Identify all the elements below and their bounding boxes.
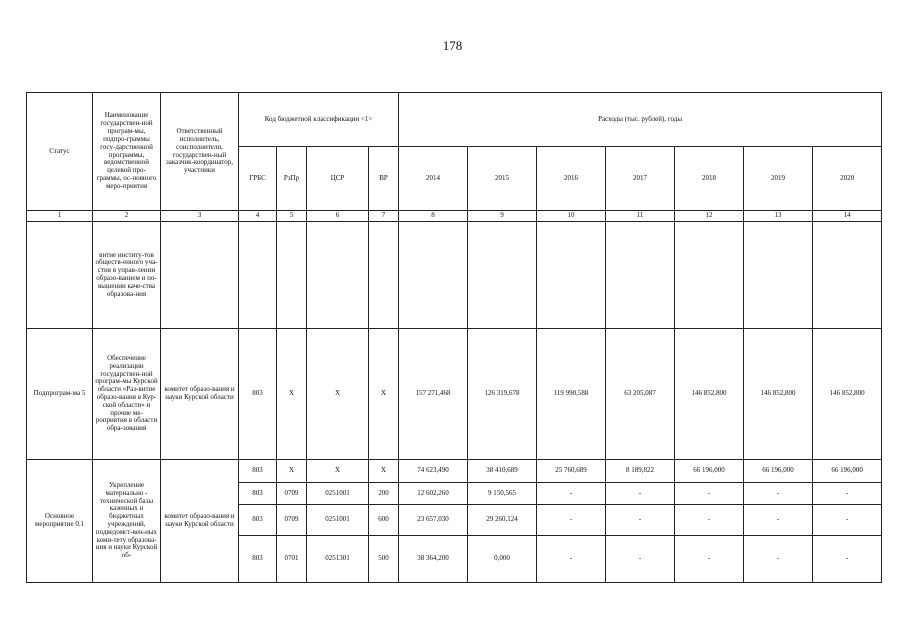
header-expenses: Расходы (тыс. рублей), годы: [399, 93, 882, 147]
budget-table: [26, 92, 882, 583]
empty-cell: [606, 222, 675, 329]
expense-value: 63 205,087: [606, 329, 675, 460]
header-year: 2016: [537, 147, 606, 211]
column-index: 7: [369, 211, 399, 222]
expense-value: 38 364,200: [399, 536, 468, 583]
column-index: 4: [239, 211, 277, 222]
column-index: 12: [675, 211, 744, 222]
header-year: 2018: [675, 147, 744, 211]
measure-grbs: 803: [239, 483, 277, 505]
measure-01-row-1: [27, 460, 882, 483]
header-vr: ВР: [369, 147, 399, 211]
expense-value: -: [537, 483, 606, 505]
header-budget-code: Код бюджетной классификации <1>: [239, 93, 399, 147]
expense-value: -: [744, 483, 813, 505]
column-index: 3: [161, 211, 239, 222]
expense-value: -: [606, 505, 675, 536]
expense-value: 0,000: [468, 536, 537, 583]
empty-cell: [813, 222, 882, 329]
subprogram-5-grbs: 803: [239, 329, 277, 460]
header-year: 2017: [606, 147, 675, 211]
expense-value: -: [537, 536, 606, 583]
subprogram-5-rzpr: Х: [277, 329, 307, 460]
measure-rzpr: Х: [277, 460, 307, 483]
column-index: 2: [93, 211, 161, 222]
expense-value: 29 260,124: [468, 505, 537, 536]
header-name: Наименование государствен-ной програм-мы, подпро-граммы госу-дарственной программы, ведомственной целевой про-граммы, ос-новного меро-приятия: [93, 93, 161, 211]
measure-csr: Х: [307, 460, 369, 483]
header-csr: ЦСР: [307, 147, 369, 211]
empty-cell: [277, 222, 307, 329]
expense-value: 146 852,800: [675, 329, 744, 460]
expense-value: 9 150,565: [468, 483, 537, 505]
header-year: 2014: [399, 147, 468, 211]
expense-value: 66 196,000: [675, 460, 744, 483]
expense-value: -: [813, 536, 882, 583]
measure-01-name: Укрепление материально - технической базы казенных и бюджетных учреждений, подведомст-вен-ных коми-тету образова-ния и науки Курской об-: [93, 460, 161, 583]
expense-value: -: [813, 483, 882, 505]
subprogram-5-vr: Х: [369, 329, 399, 460]
expense-value: -: [675, 505, 744, 536]
empty-cell: [537, 222, 606, 329]
column-index-row: [27, 211, 882, 222]
measure-vr: 200: [369, 483, 399, 505]
expense-value: 66 196,000: [813, 460, 882, 483]
expense-value: 126 319,678: [468, 329, 537, 460]
expense-value: -: [744, 505, 813, 536]
expense-value: 8 189,822: [606, 460, 675, 483]
header-year: 2019: [744, 147, 813, 211]
expense-value: 119 990,588: [537, 329, 606, 460]
expense-value: 146 852,800: [744, 329, 813, 460]
header-status: Статус: [27, 93, 93, 211]
measure-vr: 600: [369, 505, 399, 536]
expense-value: 157 271,468: [399, 329, 468, 460]
header-year: 2015: [468, 147, 537, 211]
expense-value: 23 657,030: [399, 505, 468, 536]
subprogram-5-csr: Х: [307, 329, 369, 460]
empty-cell: [468, 222, 537, 329]
expense-value: 12 602,260: [399, 483, 468, 505]
column-index: 6: [307, 211, 369, 222]
measure-vr: Х: [369, 460, 399, 483]
column-index: 5: [277, 211, 307, 222]
expense-value: 66 196,000: [744, 460, 813, 483]
column-index: 9: [468, 211, 537, 222]
measure-csr: 0251001: [307, 483, 369, 505]
measure-rzpr: 0701: [277, 536, 307, 583]
expense-value: 146 852,800: [813, 329, 882, 460]
empty-cell: [399, 222, 468, 329]
header-year: 2020: [813, 147, 882, 211]
column-index: 13: [744, 211, 813, 222]
expense-value: 25 760,689: [537, 460, 606, 483]
header-row-top: [27, 93, 882, 147]
column-index: 1: [27, 211, 93, 222]
subprogram-5-responsible: комитет образо-вания и науки Курской области: [161, 329, 239, 460]
empty-cell: [369, 222, 399, 329]
expense-value: -: [675, 483, 744, 505]
empty-cell: [744, 222, 813, 329]
expense-value: -: [744, 536, 813, 583]
header-responsible: Ответственный исполнитель, соисполнители, государствен-ный заказчик-координатор, участники: [161, 93, 239, 211]
column-index: 8: [399, 211, 468, 222]
expense-value: -: [606, 536, 675, 583]
empty-cell: [675, 222, 744, 329]
subprogram-5-name: Обеспечение реализации государствен-ной програм-мы Курской области «Раз-витие образо-вания в Кур-ской области» и прочие ме-роприятия в области обра-зования: [93, 329, 161, 460]
header-rzpr: РзПр: [277, 147, 307, 211]
expense-value: -: [813, 505, 882, 536]
measure-grbs: 803: [239, 460, 277, 483]
continuation-name: витие институ-тов обществ-енного уча-стия в управ-лении образо-ванием и по-вышении каче-ства образова-ния: [93, 222, 161, 329]
expense-value: -: [675, 536, 744, 583]
continuation-row: [27, 222, 882, 329]
expense-value: 38 410,689: [468, 460, 537, 483]
header-grbs: ГРБС: [239, 147, 277, 211]
page-number: 178: [442, 38, 463, 53]
subprogram-5-row: [27, 329, 882, 460]
empty-cell: [239, 222, 277, 329]
measure-csr: 0251001: [307, 505, 369, 536]
empty-cell: [161, 222, 239, 329]
measure-01-responsible: комитет образо-вания и науки Курской области: [161, 460, 239, 583]
column-index: 11: [606, 211, 675, 222]
expense-value: -: [606, 483, 675, 505]
column-index: 14: [813, 211, 882, 222]
measure-rzpr: 0709: [277, 483, 307, 505]
expense-value: 74 623,490: [399, 460, 468, 483]
measure-01-status: Основное мероприятие 0.1: [27, 460, 93, 583]
column-index: 10: [537, 211, 606, 222]
empty-cell: [307, 222, 369, 329]
empty-cell: [27, 222, 93, 329]
measure-csr: 0251301: [307, 536, 369, 583]
measure-vr: 500: [369, 536, 399, 583]
measure-grbs: 803: [239, 505, 277, 536]
expense-value: -: [537, 505, 606, 536]
measure-rzpr: 0709: [277, 505, 307, 536]
subprogram-5-status: Подпрограм-ма 5: [27, 329, 93, 460]
measure-grbs: 803: [239, 536, 277, 583]
